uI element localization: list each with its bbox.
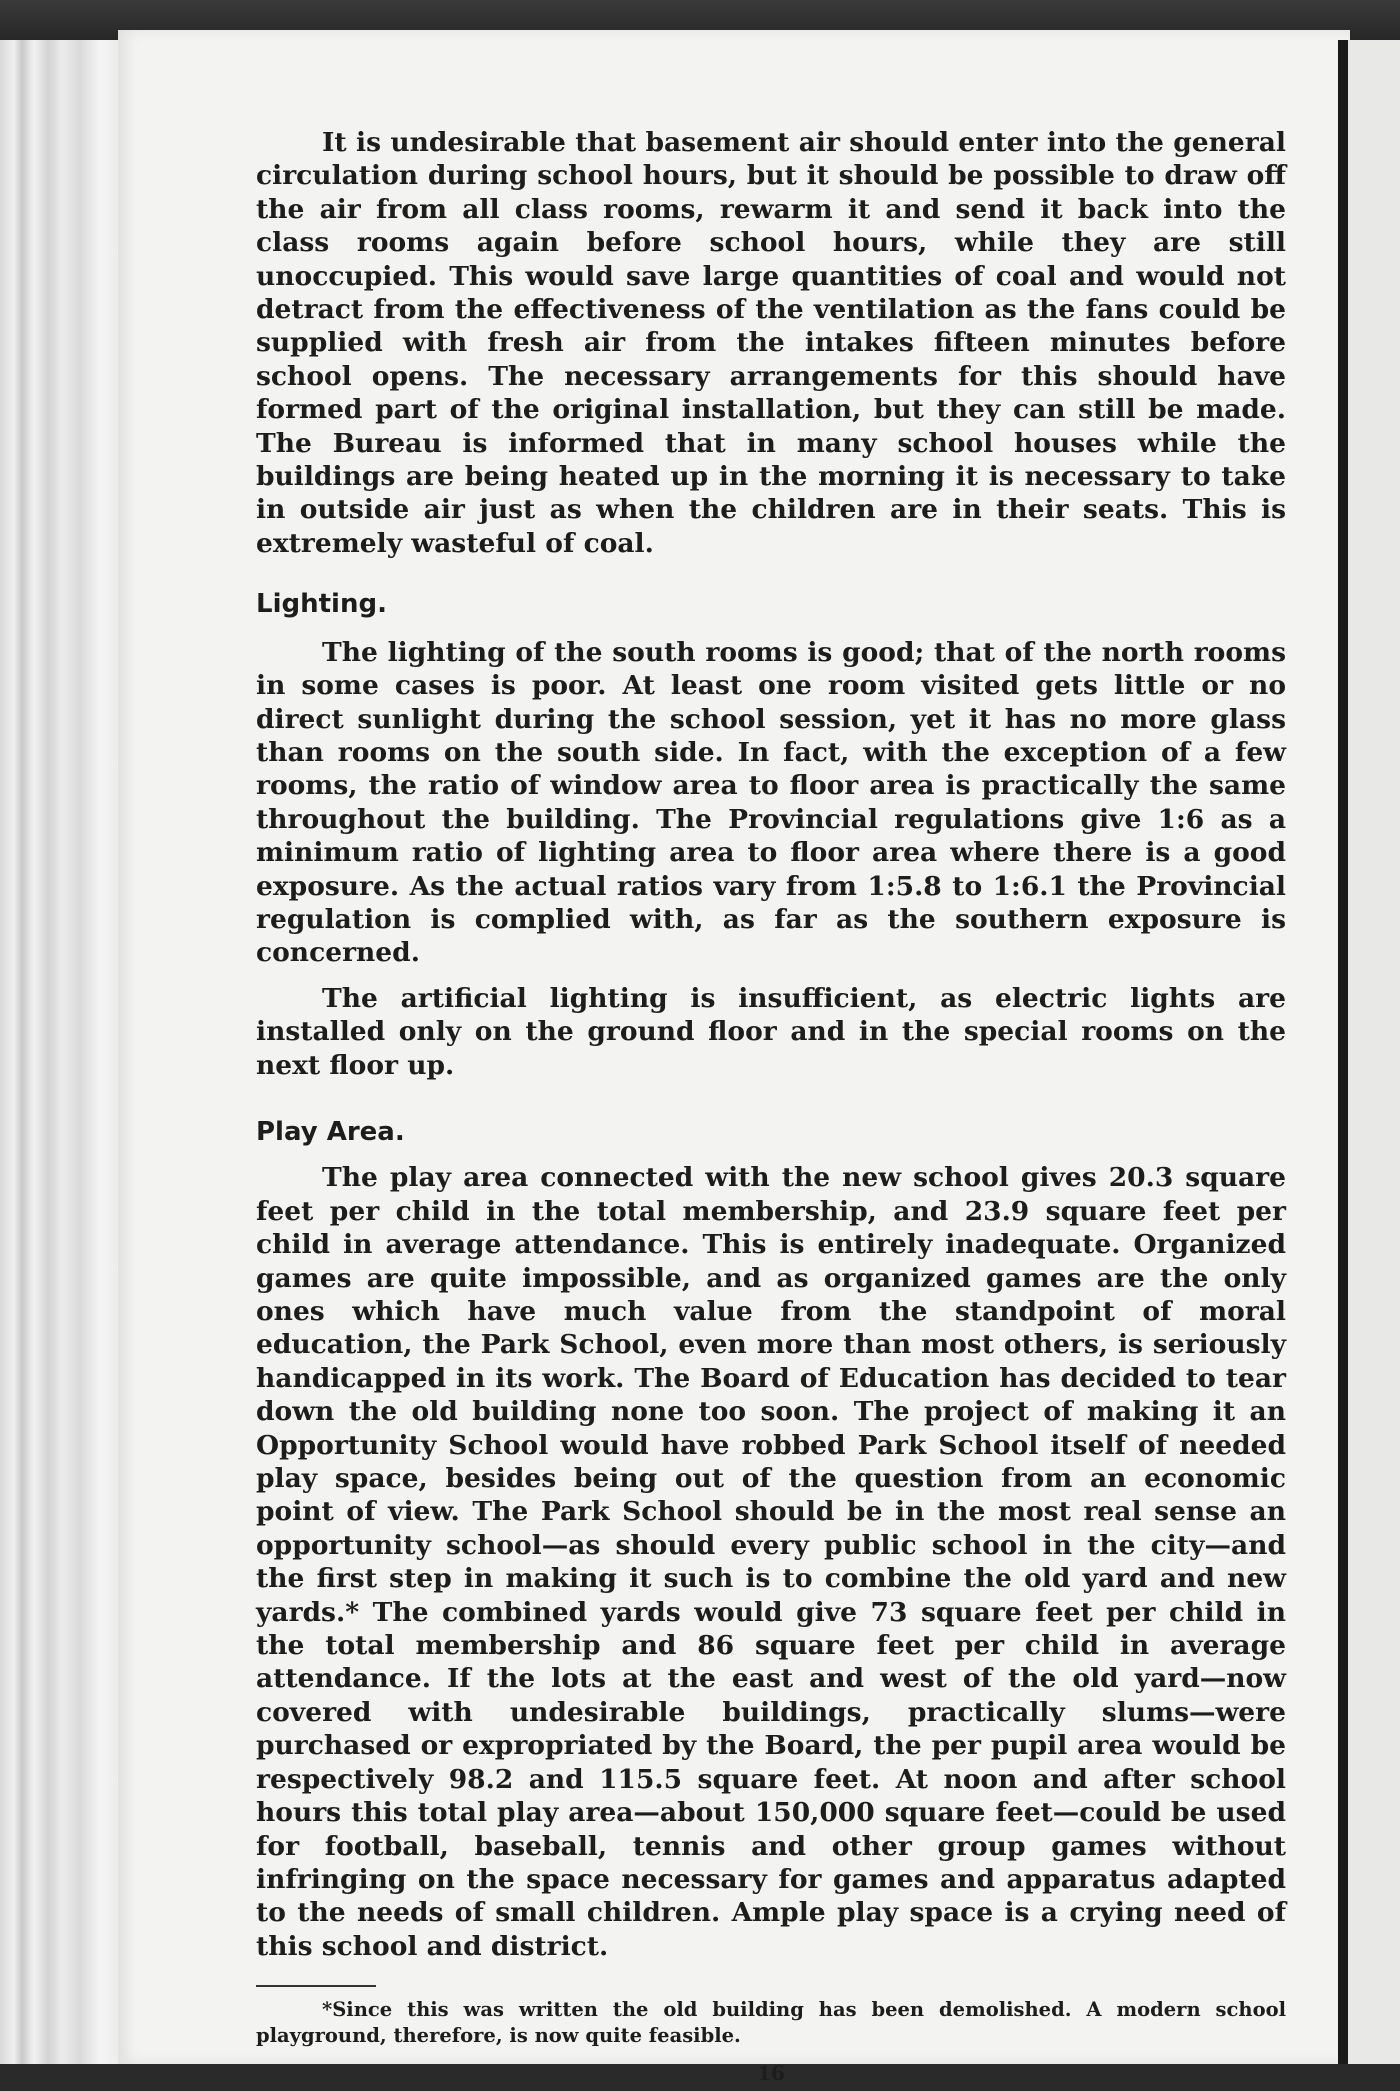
play-area-heading: Play Area. [256, 1116, 405, 1147]
intro-paragraph: It is undesirable that basement air should enter into the general circulation during school hours, but it should be possible to draw off the air from all class rooms, rewarm it and send it back into the class rooms again before school hours, while they are still unoccupied. This would save large quantities of coal and would not detract from the effectiveness of the ventilation as the fans could be supplied with fresh air from the intakes fifteen minutes before school opens. The necessary arrangements for this should have formed part of the original installation, but they can still be made. The Bureau is informed that in many school houses while the buildings are being heated up in the morning it is necessary to take in outside air just as when the children are in their seats. This is extremely wasteful of coal. [256, 127, 1286, 559]
footnote-divider [256, 1985, 376, 1987]
lighting-paragraph-2: The artificial lighting is insufficient, as electric lights are installed only on the ground floor and in the special rooms on the next floor up. [256, 982, 1286, 1081]
facing-page-edge [1348, 40, 1400, 2064]
page-text [256, 126, 1286, 2091]
play-area-paragraph: The play area connected with the new school gives 20.3 square feet per child in the total membership, and 23.9 square feet per child in average attendance. This is entirely inadequate. Organized games are quite impossible, and as organized games are the only ones which have much value from the standpoint of moral education, the Park School, even more than most others, is seriously handicapped in its work. The Board of Education has decided to tear down the old building none too soon. The project of making it an Opportunity School would have robbed Park School itself of needed play space, besides being out of the question from an economic point of view. The Park School should be in the most real sense an opportunity school—as should every public school in the city—and the first step in making it such is to combine the old yard and new yards.* The combined yards would give 73 square feet per child in the total membership and 86 square feet per child in average attendance. If the lots at the east and west of the old yard—now covered with undesirable buildings, practically slums—were purchased or expropriated by the Board, the per pupil area would be respectively 98.2 and 115.5 square feet. At noon and after school hours this total play area—about 150,000 square feet—could be used for football, baseball, tennis and other group games without infringing on the space necessary for games and apparatus adapted to the needs of small children. Ample play space is a crying need of this school and district. [256, 1162, 1286, 1962]
lighting-paragraph-1: The lighting of the south rooms is good; that of the north rooms in some cases is poor. At least one room visited gets little or no direct sunlight during the school session, yet it has no more glass than rooms on the south side. In fact, with the exception of a few rooms, the ratio of window area to floor area is practically the same throughout the building. The Provincial regulations give 1:6 as a minimum ratio of lighting area to floor area where there is a good exposure. As the actual ratios vary from 1:5.8 to 1:6.1 the Provincial regulation is complied with, as far as the southern exposure is concerned. [256, 636, 1286, 969]
book-gutter-edge [1338, 40, 1348, 2064]
lighting-heading: Lighting. [256, 589, 387, 620]
book-page-stack [0, 40, 130, 2064]
footnote: *Since this was written the old building has been demolished. A modern school playground, therefore, is now quite feasible. [256, 1998, 1286, 2048]
page-number: 16 [757, 2061, 785, 2086]
